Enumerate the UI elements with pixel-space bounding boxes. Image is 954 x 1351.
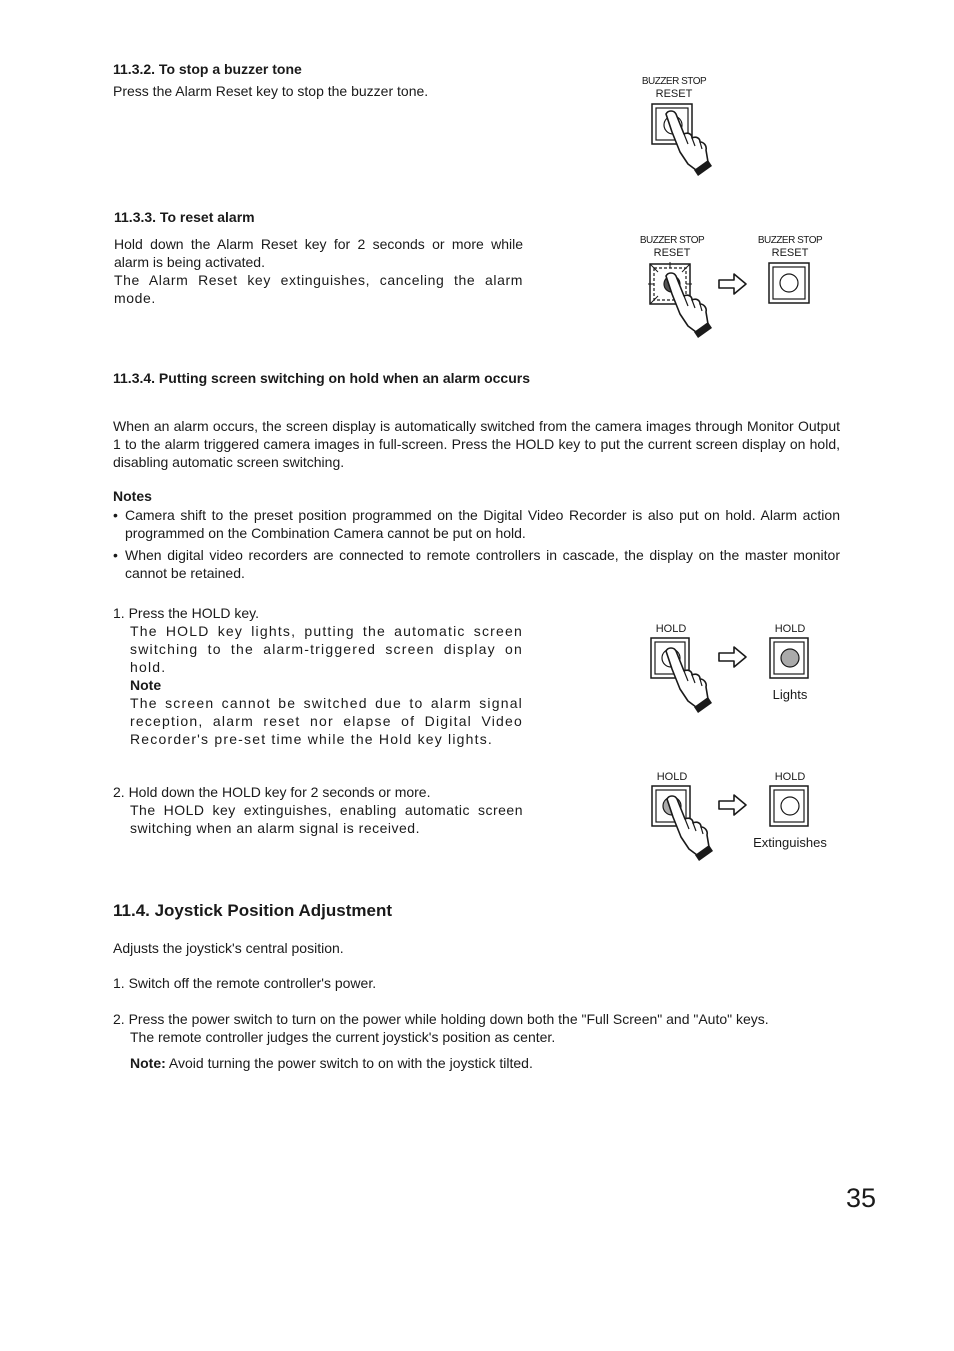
right-arrow-icon <box>718 793 750 819</box>
note-item: • When digital video recorders are connected to remote controllers in cascade, the display on the master monitor cannot be retained. <box>113 547 840 581</box>
reset-key-press-diagram <box>650 102 730 184</box>
caption-lights: Lights <box>772 687 808 702</box>
page-number: 35 <box>846 1183 877 1213</box>
key-label-reset-before: BUZZER STOP RESET <box>639 235 705 259</box>
heading-joystick: 11.4. Joystick Position Adjustment <box>113 901 393 920</box>
joystick-intro: Adjusts the joystick's central position. <box>113 940 344 956</box>
joystick-step2a: 2. Press the power switch to turn on the power while holding down both the "Full Screen" and "Auto" keys. <box>113 1011 769 1027</box>
reset-key-hold-diagram <box>648 262 728 346</box>
hold-step1-body: The HOLD key lights, putting the automatic screen switching to the alarm-triggered screen display on hold. <box>130 623 523 675</box>
reset-key-icon <box>768 262 812 306</box>
key-label-buzzer-stop: BUZZER STOP RESET <box>641 76 707 100</box>
heading-hold: 11.3.4. Putting screen switching on hold when an alarm occurs <box>113 370 530 386</box>
right-arrow-icon <box>718 272 750 298</box>
hold-key-label: HOLD <box>774 623 806 635</box>
key-label-reset-after: BUZZER STOP RESET <box>757 235 823 259</box>
right-arrow-icon <box>718 645 750 671</box>
body-reset-alarm-1: Hold down the Alarm Reset key for 2 seconds or more while alarm is being activated. <box>114 236 523 270</box>
heading-reset-alarm: 11.3.3. To reset alarm <box>114 209 255 225</box>
hold-step1-title: 1. Press the HOLD key. <box>113 605 260 621</box>
hold-step1-note-title: Note <box>130 677 162 693</box>
caption-extinguishes: Extinguishes <box>753 835 827 850</box>
hold-step2-body: The HOLD key extinguishes, enabling automatic screen switching when an alarm signal is received. <box>130 802 523 836</box>
notes-title: Notes <box>113 488 152 504</box>
joystick-note: Note: Avoid turning the power switch to on with the joystick tilted. <box>130 1055 533 1071</box>
heading-stop-buzzer: 11.3.2. To stop a buzzer tone <box>113 61 302 77</box>
hold-step2-title: 2. Hold down the HOLD key for 2 seconds or more. <box>113 784 431 800</box>
body-stop-buzzer: Press the Alarm Reset key to stop the buzzer tone. <box>113 83 429 99</box>
hold-key-label: HOLD <box>774 771 806 783</box>
body-hold: When an alarm occurs, the screen display is automatically switched from the camera images through Monitor Output 1 to the alarm triggered camera images in full-screen. Press the HOLD key to put the current screen display on hold, disabling automatic screen switching. <box>113 418 840 470</box>
hold-key-icon <box>769 785 813 829</box>
joystick-step2b: The remote controller judges the current joystick's position as center. <box>130 1029 556 1045</box>
hold-key-label: HOLD <box>656 771 688 783</box>
hold-key-icon <box>769 637 813 681</box>
joystick-step1: 1. Switch off the remote controller's power. <box>113 975 377 991</box>
body-reset-alarm-2: The Alarm Reset key extinguishes, canceling the alarm mode. <box>114 272 523 306</box>
hold-step1-note: The screen cannot be switched due to alarm signal reception, alarm reset nor elapse of Digital Video Recorder's pre-set time while the Hold key lights. <box>130 695 523 747</box>
hold-key-label: HOLD <box>655 623 687 635</box>
note-item: • Camera shift to the preset position programmed on the Digital Video Recorder is also put on hold. Alarm action programmed on the Combination Camera cannot be put on hold. <box>113 507 840 541</box>
